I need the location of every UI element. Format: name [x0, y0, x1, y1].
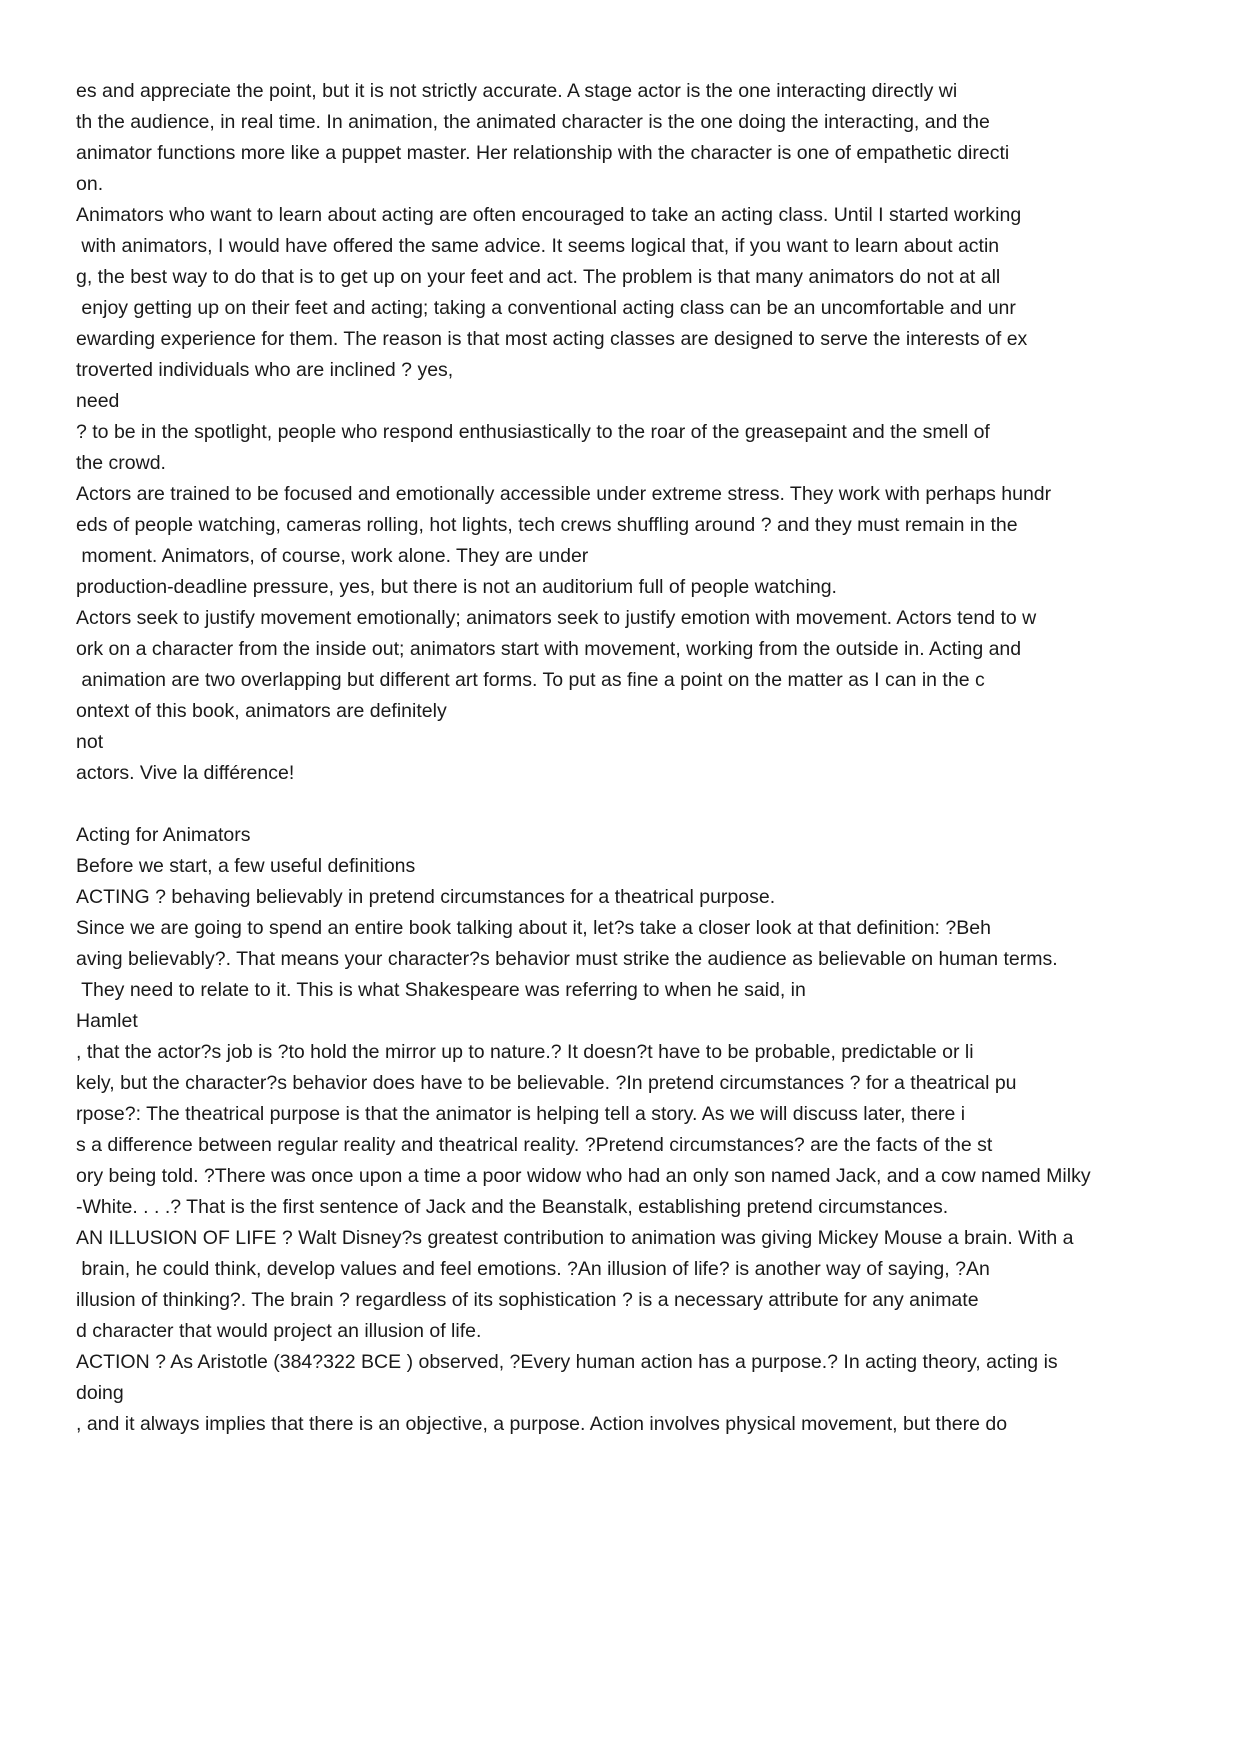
text-line: animation are two overlapping but different art forms. To put as fine a point on the matter as I can in the c	[76, 669, 985, 691]
text-line: ewarding experience for them. The reason is that most acting classes are designed to serve the interests of ex	[76, 328, 1028, 350]
text-line: brain, he could think, develop values and feel emotions. ?An illusion of life? is another way of saying, ?An	[76, 1258, 990, 1280]
text-line: Since we are going to spend an entire book talking about it, let?s take a closer look at that definition: ?Beh	[76, 917, 991, 939]
text-line: kely, but the character?s behavior does have to be believable. ?In pretend circumstances ? for a theatrical pu	[76, 1072, 1017, 1094]
text-line: Hamlet	[76, 1010, 138, 1032]
text-line: AN ILLUSION OF LIFE ? Walt Disney?s greatest contribution to animation was giving Mickey Mouse a brain. With a	[76, 1227, 1074, 1249]
text-line: illusion of thinking?. The brain ? regardless of its sophistication ? is a necessary attribute for any animate	[76, 1289, 979, 1311]
text-line: aving believably?. That means your character?s behavior must strike the audience as believable on human terms.	[76, 948, 1058, 970]
text-line: ork on a character from the inside out; animators start with movement, working from the outside in. Acting and	[76, 638, 1022, 660]
text-line: d character that would project an illusion of life.	[76, 1320, 482, 1342]
text-line: ory being told. ?There was once upon a time a poor widow who had an only son named Jack, and a cow named Milky	[76, 1165, 1091, 1187]
text-line: moment. Animators, of course, work alone. They are under	[76, 545, 589, 567]
text-line: , and it always implies that there is an objective, a purpose. Action involves physical movement, but there do	[76, 1413, 1008, 1435]
text-block	[76, 76, 1196, 1440]
text-line: actors. Vive la différence!	[76, 762, 295, 784]
text-line: ACTING ? behaving believably in pretend circumstances for a theatrical purpose.	[76, 886, 776, 908]
text-line: with animators, I would have offered the same advice. It seems logical that, if you want to learn about actin	[76, 235, 1000, 257]
text-line: Actors are trained to be focused and emotionally accessible under extreme stress. They work with perhaps hundr	[76, 483, 1052, 505]
text-line: Acting for Animators	[76, 824, 251, 846]
text-line: Actors seek to justify movement emotionally; animators seek to justify emotion with movement. Actors tend to w	[76, 607, 1037, 629]
text-line: g, the best way to do that is to get up on your feet and act. The problem is that many animators do not at all	[76, 266, 1001, 288]
text-line: production-deadline pressure, yes, but there is not an auditorium full of people watching.	[76, 576, 837, 598]
text-line: ACTION ? As Aristotle (384?322 BCE ) observed, ?Every human action has a purpose.? In acting theory, acting is	[76, 1351, 1058, 1373]
text-line: not	[76, 731, 104, 753]
text-line: Before we start, a few useful definitions	[76, 855, 416, 877]
text-line: th the audience, in real time. In animation, the animated character is the one doing the interacting, and the	[76, 111, 990, 133]
text-line: rpose?: The theatrical purpose is that the animator is helping tell a story. As we will discuss later, there i	[76, 1103, 966, 1125]
text-line: es and appreciate the point, but it is not strictly accurate. A stage actor is the one interacting directly wi	[76, 80, 958, 102]
text-line: Animators who want to learn about acting are often encouraged to take an acting class. Until I started working	[76, 204, 1022, 226]
text-line: , that the actor?s job is ?to hold the mirror up to nature.? It doesn?t have to be probable, predictable or li	[76, 1041, 974, 1063]
text-line	[76, 789, 1196, 820]
text-line: -White. . . .? That is the first sentence of Jack and the Beanstalk, establishing pretend circumstances.	[76, 1196, 949, 1218]
text-line: animator functions more like a puppet master. Her relationship with the character is one of empathetic directi	[76, 142, 1010, 164]
text-line: They need to relate to it. This is what Shakespeare was referring to when he said, in	[76, 979, 806, 1001]
text-line: doing	[76, 1382, 124, 1404]
text-line: s a difference between regular reality and theatrical reality. ?Pretend circumstances? are the facts of the st	[76, 1134, 993, 1156]
text-line: the crowd.	[76, 452, 166, 474]
text-line: ? to be in the spotlight, people who respond enthusiastically to the roar of the greasepaint and the smell of	[76, 421, 990, 443]
text-line: ontext of this book, animators are definitely	[76, 700, 447, 722]
text-line: need	[76, 390, 120, 412]
text-line: enjoy getting up on their feet and acting; taking a conventional acting class can be an uncomfortable and unr	[76, 297, 1016, 319]
text-line: on.	[76, 173, 104, 195]
text-line: eds of people watching, cameras rolling, hot lights, tech crews shuffling around ? and they must remain in the	[76, 514, 1018, 536]
text-line: troverted individuals who are inclined ? yes,	[76, 359, 454, 381]
